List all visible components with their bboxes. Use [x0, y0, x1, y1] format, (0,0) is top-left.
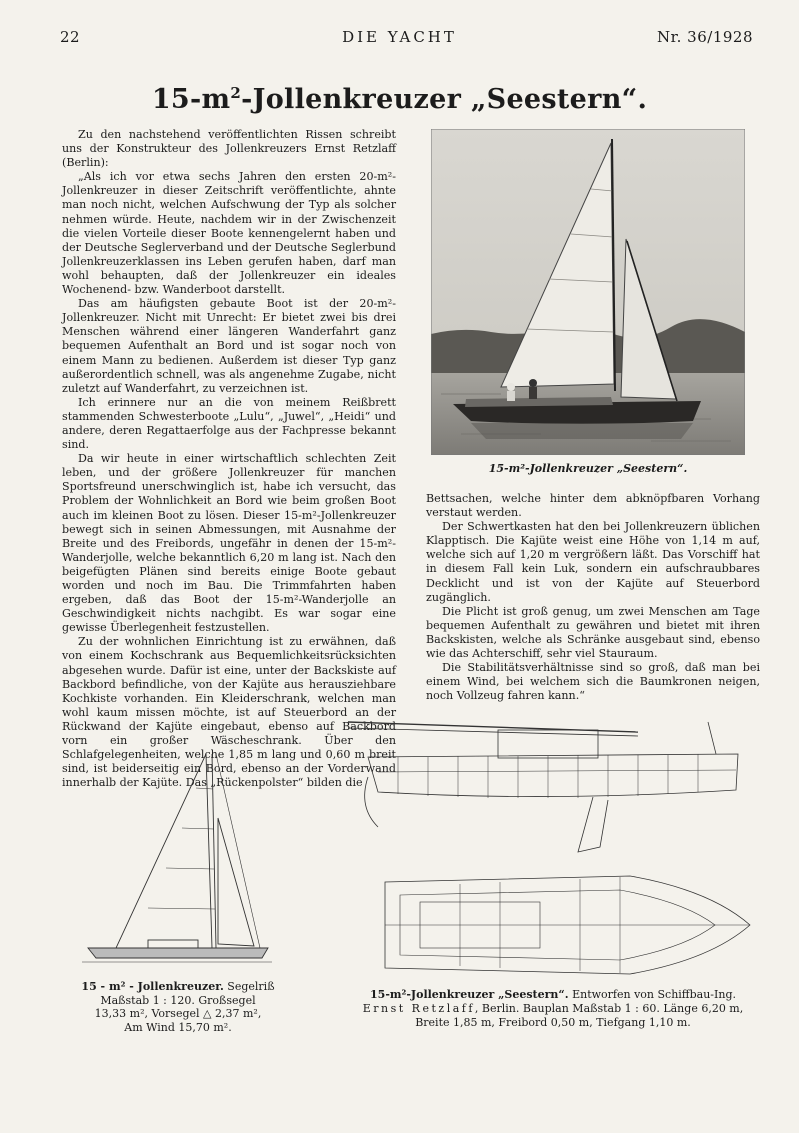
- caption-line: Maßstab 1 : 120. Großsegel: [100, 993, 256, 1007]
- journal-title: DIE YACHT: [342, 28, 457, 46]
- left-column: [62, 128, 396, 790]
- paragraph: Die Plicht ist groß genug, um zwei Menschen am Tage bequemen Aufenthalt zu gewähren und bietet mit ihren Backskisten, welche als Schränke ausgebaut sind, ebenso wie das Achterschiff, sehr viel Stauraum.: [426, 604, 760, 661]
- caption-line: [78, 980, 278, 994]
- caption-bold: 15 - m² - Jollenkreuzer.: [81, 980, 224, 993]
- sail-plan-caption: [78, 980, 278, 1034]
- paragraph: Ich erinnere nur an die von meinem Reißbrett stammenden Schwesterboote „Lulu“, „Juwel“, „Heidi“ und andere, deren Regattaerfolge aus der Fachpresse bekannt sind.: [62, 395, 396, 452]
- construction-profile-drawing: [338, 712, 758, 862]
- issue-number: Nr. 36/1928: [657, 28, 753, 46]
- right-column: [426, 492, 760, 703]
- paragraph: Die Stabilitätsverhältnisse sind so groß, daß man bei einem Wind, bei welchem sich die Baumkronen neigen, noch Vollzeug fahren kann.“: [426, 661, 760, 703]
- plans-caption: [348, 988, 758, 1029]
- caption-text: , Berlin. Bauplan Maßstab 1 : 60. Länge 6,20 m, Breite 1,85 m, Freibord 0,50 m, Tiefgang 1,10 m.: [415, 1001, 744, 1029]
- title-part: -Jollenkreuzer „Seestern“.: [241, 84, 648, 115]
- paragraph: „Als ich vor etwa sechs Jahren den ersten 20-m²-Jollenkreuzer in dieser Zeitschrift veröffentlichte, ahnte man noch nicht, welchen Aufschwung der Typ als solcher nehmen würde. Heute, nachdem wir in der Zwischenzeit die vielen Vorteile dieser Boote kennengelernt haben und der Deutsche Seglerverband und der Deutsche Seglerbund Jollenkreuzerklassen ins Leben gerufen haben, darf man wohl behaupten, daß der Jollenkreuzer ein ideales Wochenend- bzw. Wanderboot darstellt.: [62, 170, 396, 297]
- page-number: 22: [60, 28, 81, 46]
- boat-photo: [431, 129, 745, 455]
- paragraph: Das am häufigsten gebaute Boot ist der 20-m²-Jollenkreuzer. Nicht mit Unrecht: Er bietet zwei bis drei Menschen während einer längeren Wanderfahrt ganz bequemen Aufenthalt an Bord und ist sogar noch von einem Mann zu bedienen. Außerdem ist dieser Typ ganz außerordentlich schnell, was als angenehme Zugabe, nicht zuletzt auf Wanderfahrt, zu verzeichnen ist.: [62, 297, 396, 395]
- designer-name: Ernst Retzlaff: [362, 1001, 475, 1015]
- paragraph: Zu der wohnlichen Einrichtung ist zu erwähnen, daß von einem Kochschrank aus Bequemlichkeitsrücksichten abgesehen wurde. Dafür ist eine, unter der Backskiste auf Backbord befindliche, von der Kajüte aus herausziehbare Kochkiste vorhanden. Ein Kleiderschrank, welchen man wohl kaum missen möchte, ist auf Steuerbord an der Rückwand der Kajüte eingebaut, ebenso auf Backbord vorn ein großer Wäscheschrank. Über den Schlafgelegenheiten, welche 1,85 m lang und 0,60 m breit sind, ist beiderseitig ein Bord, ebenso an der Vorderwand innerhalb der Kajüte. Das „Rückenpolster“ bilden die: [62, 635, 396, 790]
- caption-text: Segelriß: [223, 980, 275, 993]
- title-part: 15-m: [151, 84, 231, 115]
- sail-plan-drawing: [78, 748, 276, 974]
- title-superscript: 2: [230, 84, 242, 102]
- caption-line: Am Wind 15,70 m².: [124, 1020, 232, 1034]
- caption-line: 13,33 m², Vorsegel △ 2,37 m²,: [94, 1007, 262, 1020]
- paragraph: Bettsachen, welche hinter dem abknöpfbaren Vorhang verstaut werden.: [426, 492, 760, 520]
- caption-text: Entworfen von Schiffbau-Ing.: [568, 988, 736, 1001]
- photo-caption: 15-m²-Jollenkreuzer „Seestern“.: [488, 462, 688, 475]
- caption-bold: 15-m²-Jollenkreuzer „Seestern“.: [370, 988, 569, 1001]
- article-title: [0, 84, 799, 115]
- deck-plan-drawing: [380, 870, 755, 980]
- paragraph: Der Schwertkasten hat den bei Jollenkreuzern üblichen Klapptisch. Die Kajüte weist eine Höhe von 1,14 m auf, welche sich auf 1,20 m vergrößern läßt. Das Vorschiff hat in diesem Fall kein Luk, sondern ein aufschraubbares Decklicht und ist von der Kajüte auf Steuerbord zugänglich.: [426, 520, 760, 604]
- paragraph: Zu den nachstehend veröffentlichten Rissen schreibt uns der Konstrukteur des Jollenkreuzers Ernst Retzlaff (Berlin):: [62, 128, 396, 170]
- paragraph: Da wir heute in einer wirtschaftlich schlechten Zeit leben, und der größere Jollenkreuzer für manchen Sportsfreund unerschwinglich ist, habe ich versucht, das Problem der Wohnlichkeit an Bord wie beim großen Boot auch im kleinen Boot zu lösen. Dieser 15-m²-Jollenkreuzer bewegt sich in seinen Abmessungen, mit Ausnahme der Breite und des Freibords, ungefähr in denen der 15-m²-Wanderjolle, welche bekanntlich 6,20 m lang ist. Nach den beigefügten Plänen sind bereits einige Boote gebaut worden und noch im Bau. Die Trimmfahrten haben ergeben, daß das Boot der 15-m²-Wanderjolle an Geschwindigkeit nichts nachgibt. Es war sogar eine gewisse Überlegenheit festzustellen.: [62, 452, 396, 635]
